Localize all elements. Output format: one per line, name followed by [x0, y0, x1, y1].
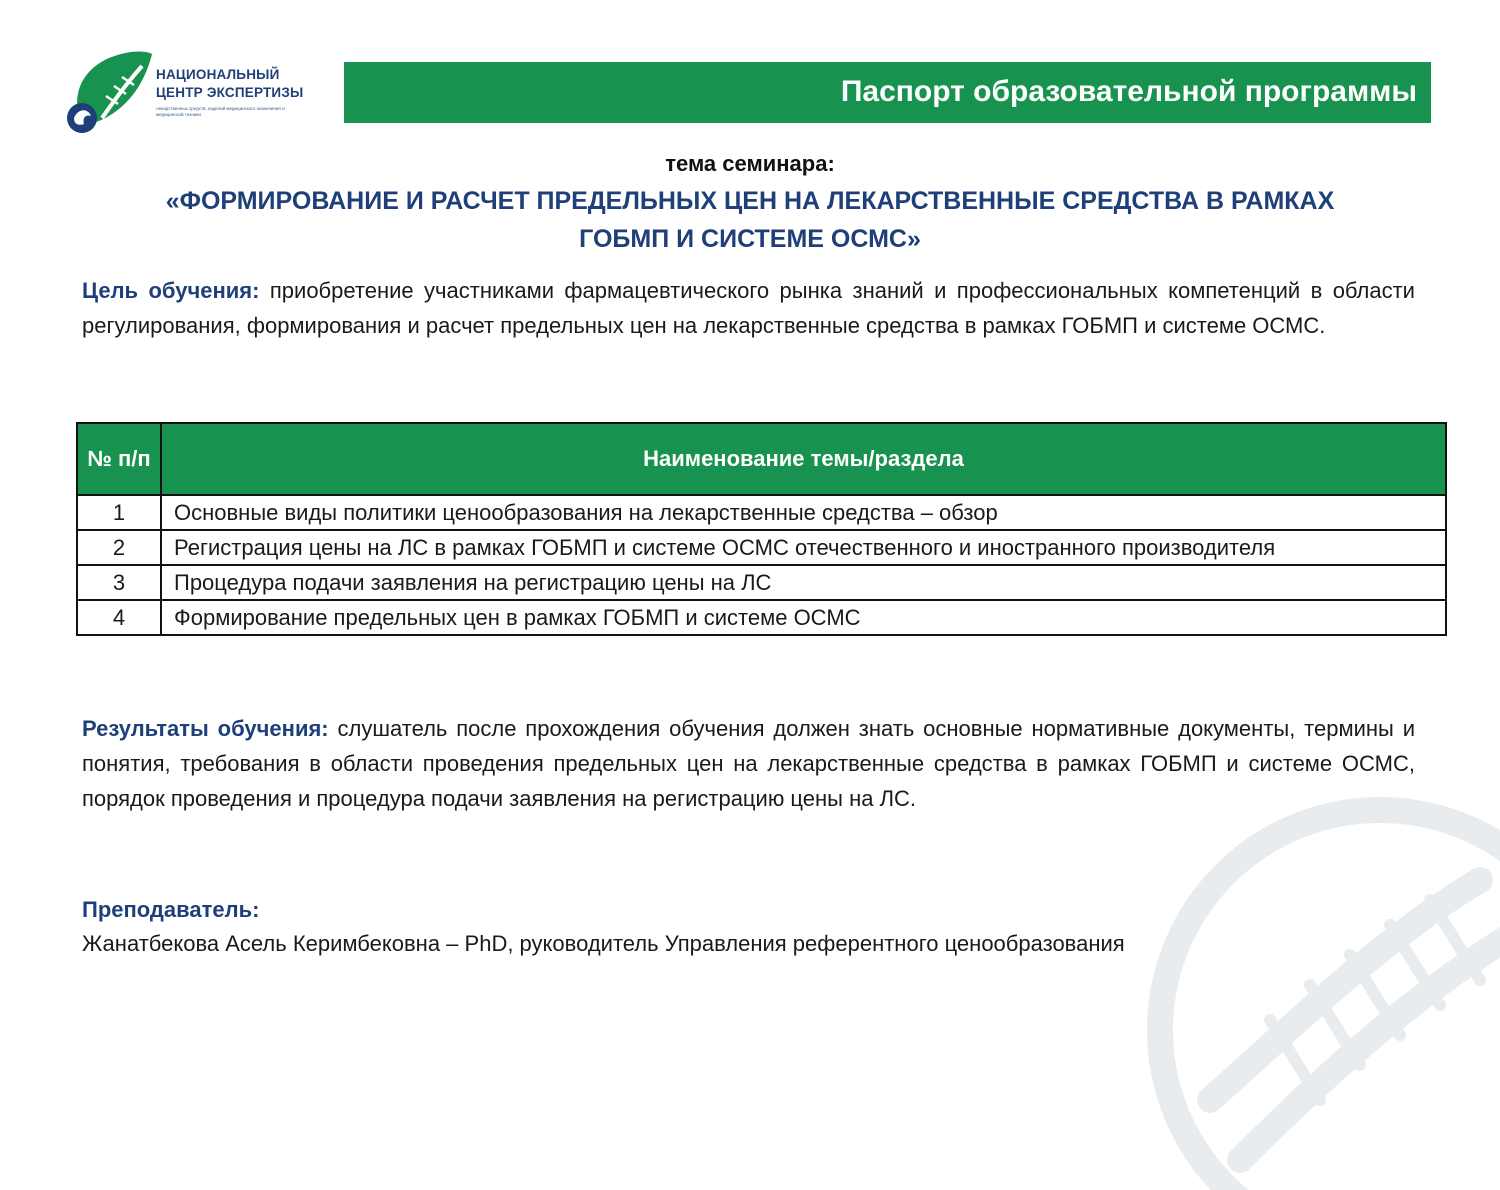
goal-text: приобретение участниками фармацевтического рынка знаний и профессиональных компетенций в области регулирования, формирования и расчет предельных цен на лекарственные средства в рамках ГОБМП и системе ОСМС. — [82, 278, 1415, 338]
row-number: 3 — [77, 565, 161, 600]
table-row — [77, 600, 1446, 635]
row-topic-name: Регистрация цены на ЛС в рамках ГОБМП и системе ОСМС отечественного и иностранного производителя — [161, 530, 1446, 565]
row-topic-name: Формирование предельных цен в рамках ГОБМП и системе ОСМС — [161, 600, 1446, 635]
table-header-row — [77, 423, 1446, 495]
dna-helix-watermark-icon — [1120, 770, 1500, 1190]
row-number: 1 — [77, 495, 161, 530]
leaf-dna-logo-icon — [64, 46, 154, 141]
page-title: Паспорт образовательной программы — [840, 75, 1417, 108]
column-header-number: № п/п — [77, 423, 161, 495]
row-topic-name: Процедура подачи заявления на регистрацию цены на ЛС — [161, 565, 1446, 600]
logo-title-line1: НАЦИОНАЛЬНЫЙ — [156, 67, 280, 82]
results-label: Результаты обучения: — [82, 716, 329, 741]
goal-label: Цель обучения: — [82, 278, 260, 303]
table-row — [77, 565, 1446, 600]
goal-paragraph — [82, 273, 1415, 343]
topic-title: «ФОРМИРОВАНИЕ И РАСЧЕТ ПРЕДЕЛЬНЫХ ЦЕН НА ЛЕКАРСТВЕННЫЕ СРЕДСТВА В РАМКАХ ГОБМП И СИСТЕМЕ ОСМС» — [165, 187, 1335, 253]
teacher-name: Жанатбекова Асель Керимбековна – PhD, руководитель Управления референтного ценообразования — [82, 931, 1125, 956]
topics-table — [76, 422, 1447, 636]
teacher-label: Преподаватель: — [82, 897, 260, 922]
column-header-name: Наименование темы/раздела — [161, 423, 1446, 495]
table-row — [77, 530, 1446, 565]
logo-title-line2: ЦЕНТР ЭКСПЕРТИЗЫ — [156, 85, 304, 100]
row-number: 4 — [77, 600, 161, 635]
row-topic-name: Основные виды политики ценообразования на лекарственные средства – обзор — [161, 495, 1446, 530]
topic-label: тема семинара: — [665, 151, 835, 176]
table-row — [77, 495, 1446, 530]
header-banner — [344, 62, 1431, 123]
row-number: 2 — [77, 530, 161, 565]
logo-subtitle: лекарственных средств, изделий медицинского назначения и медицинской техники — [156, 106, 285, 117]
logo — [64, 46, 334, 141]
logo-title — [156, 66, 303, 102]
results-paragraph — [82, 711, 1415, 816]
results-text: слушатель после прохождения обучения должен знать основные нормативные документы, термины и понятия, требования в области проведения предельных цен на лекарственные средства в рамках ГОБМП и системе ОСМС, порядок проведения и процедура подачи заявления на регистрацию цены на ЛС. — [82, 716, 1415, 811]
